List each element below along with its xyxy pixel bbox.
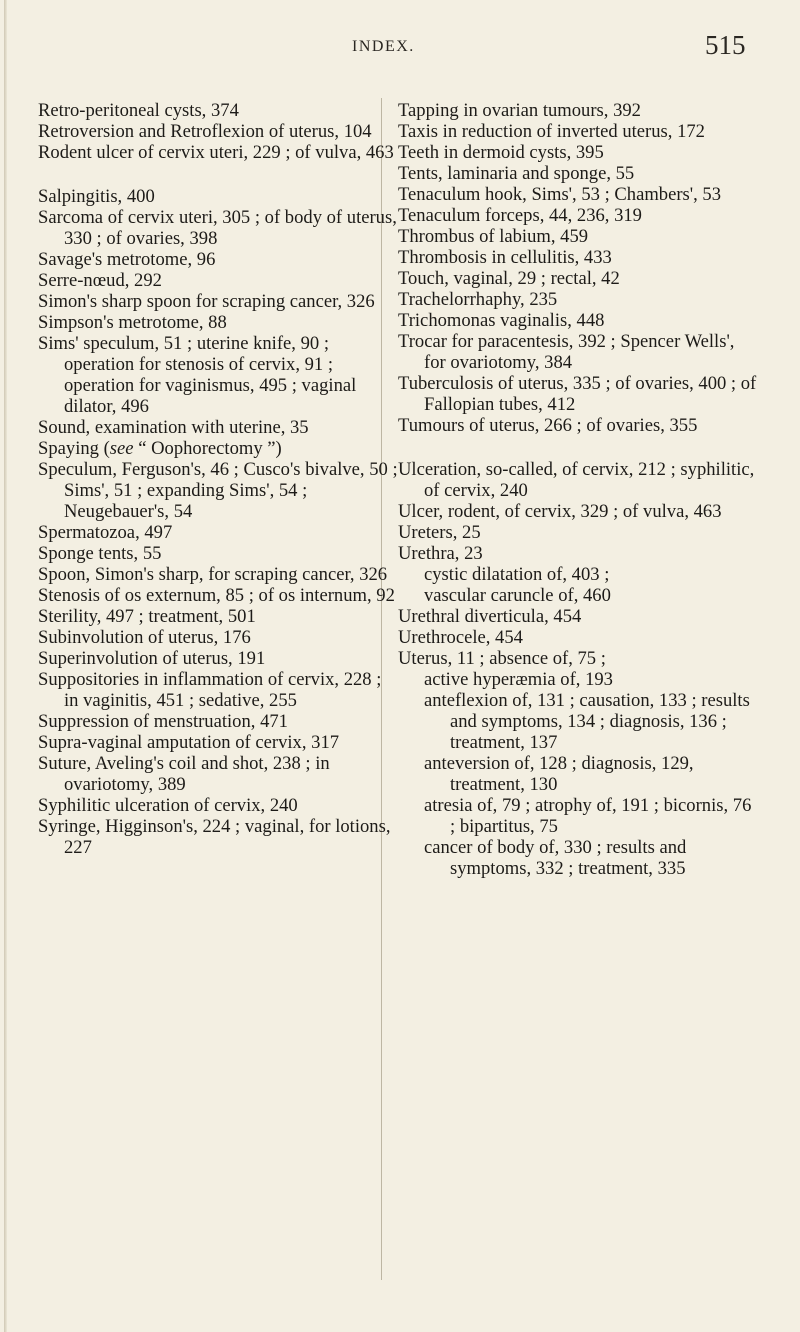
index-entry: Sterility, 497 ; treatment, 501	[38, 606, 256, 627]
index-entry: Syringe, Higginson's, 224 ; vaginal, for lotions, 227	[38, 816, 391, 858]
index-entry: Supra-vaginal amputation of cervix, 317	[38, 732, 340, 753]
index-entry: Ureters, 25	[398, 522, 481, 543]
index-entry: Urethrocele, 454	[398, 627, 523, 648]
index-subentry: atresia of, 79 ; atrophy of, 191 ; bicornis, 76 ; bipartitus, 75	[424, 795, 752, 837]
index-entry: Ulcer, rodent, of cervix, 329 ; of vulva, 463	[398, 501, 722, 522]
index-entry: Teeth in dermoid cysts, 395	[398, 142, 604, 163]
index-entry-spaying	[38, 438, 400, 459]
index-entry: Trachelorrhaphy, 235	[398, 289, 558, 310]
index-entry: Suture, Aveling's coil and shot, 238 ; in ovariotomy, 389	[38, 753, 330, 795]
left-column	[38, 100, 400, 858]
index-entry: Retro-peritoneal cysts, 374	[38, 100, 239, 121]
section-gap	[38, 163, 400, 186]
index-entry: Spermatozoa, 497	[38, 522, 173, 543]
index-entry: Sarcoma of cervix uteri, 305 ; of body of uterus, 330 ; of ovaries, 398	[38, 207, 397, 249]
right-column	[398, 100, 760, 879]
index-entry: Superinvolution of uterus, 191	[38, 648, 266, 669]
index-entry: Speculum, Ferguson's, 46 ; Cusco's bivalve, 50 ; Sims', 51 ; expanding Sims', 54 ; Neugebauer's, 54	[38, 459, 398, 522]
index-entry: Serre-nœud, 292	[38, 270, 162, 291]
index-entry: Ulceration, so-called, of cervix, 212 ; syphilitic, of cervix, 240	[398, 459, 755, 501]
index-subentry: cystic dilatation of, 403 ;	[424, 564, 610, 585]
index-entry: Suppression of menstruation, 471	[38, 711, 288, 732]
spaying-reference-target: “ Oophorectomy ”)	[133, 438, 282, 459]
index-entry: Taxis in reduction of inverted uterus, 172	[398, 121, 705, 142]
index-entry: Tents, laminaria and sponge, 55	[398, 163, 635, 184]
index-entry: Savage's metrotome, 96	[38, 249, 216, 270]
index-entry: Salpingitis, 400	[38, 186, 155, 207]
index-entry: Stenosis of os externum, 85 ; of os internum, 92	[38, 585, 395, 606]
index-subentry: active hyperæmia of, 193	[424, 669, 613, 690]
index-entry: Urethra, 23	[398, 543, 483, 564]
page-number: 515	[705, 30, 746, 60]
index-entry: Trichomonas vaginalis, 448	[398, 310, 605, 331]
index-subentry: cancer of body of, 330 ; results and symptoms, 332 ; treatment, 335	[424, 837, 687, 879]
index-subentry: vascular caruncle of, 460	[424, 585, 611, 606]
index-entry: Thrombosis in cellulitis, 433	[398, 247, 612, 268]
index-entry: Simpson's metrotome, 88	[38, 312, 227, 333]
spaying-text: Spaying (	[38, 438, 110, 459]
section-gap	[398, 436, 760, 459]
index-entry: Suppositories in inflammation of cervix, 228 ; in vaginitis, 451 ; sedative, 255	[38, 669, 382, 711]
index-entry: Urethral diverticula, 454	[398, 606, 582, 627]
index-entry: Touch, vaginal, 29 ; rectal, 42	[398, 268, 620, 289]
index-entry: Tenaculum hook, Sims', 53 ; Chambers', 53	[398, 184, 722, 205]
index-entry: Simon's sharp spoon for scraping cancer, 326	[38, 291, 375, 312]
index-subentry: anteflexion of, 131 ; causation, 133 ; results and symptoms, 134 ; diagnosis, 136 ; treatment, 137	[424, 690, 750, 753]
see-reference: see	[109, 438, 134, 459]
index-entry: Tumours of uterus, 266 ; of ovaries, 355	[398, 415, 698, 436]
index-entry: Tuberculosis of uterus, 335 ; of ovaries, 400 ; of Fallopian tubes, 412	[398, 373, 757, 415]
index-entry: Trocar for paracentesis, 392 ; Spencer Wells', for ovariotomy, 384	[398, 331, 735, 373]
index-entry: Tenaculum forceps, 44, 236, 319	[398, 205, 642, 226]
index-entry: Retroversion and Retroflexion of uterus, 104	[38, 121, 372, 142]
index-entry: Syphilitic ulceration of cervix, 240	[38, 795, 298, 816]
index-entry: Sound, examination with uterine, 35	[38, 417, 309, 438]
index-entry: Tapping in ovarian tumours, 392	[398, 100, 641, 121]
index-entry: Sims' speculum, 51 ; uterine knife, 90 ; operation for stenosis of cervix, 91 ; operation for vaginismus, 495 ; vaginal dilator, 496	[38, 333, 357, 417]
index-entry: Rodent ulcer of cervix uteri, 229 ; of vulva, 463	[38, 142, 394, 163]
running-header: INDEX.	[352, 38, 415, 55]
index-entry: Spoon, Simon's sharp, for scraping cancer, 326	[38, 564, 388, 585]
index-entry: Uterus, 11 ; absence of, 75 ;	[398, 648, 606, 669]
index-entry: Sponge tents, 55	[38, 543, 162, 564]
index-entry: Subinvolution of uterus, 176	[38, 627, 251, 648]
index-subentry: anteversion of, 128 ; diagnosis, 129, treatment, 130	[424, 753, 694, 795]
page-edge-shadow	[4, 0, 7, 1332]
index-entry: Thrombus of labium, 459	[398, 226, 589, 247]
